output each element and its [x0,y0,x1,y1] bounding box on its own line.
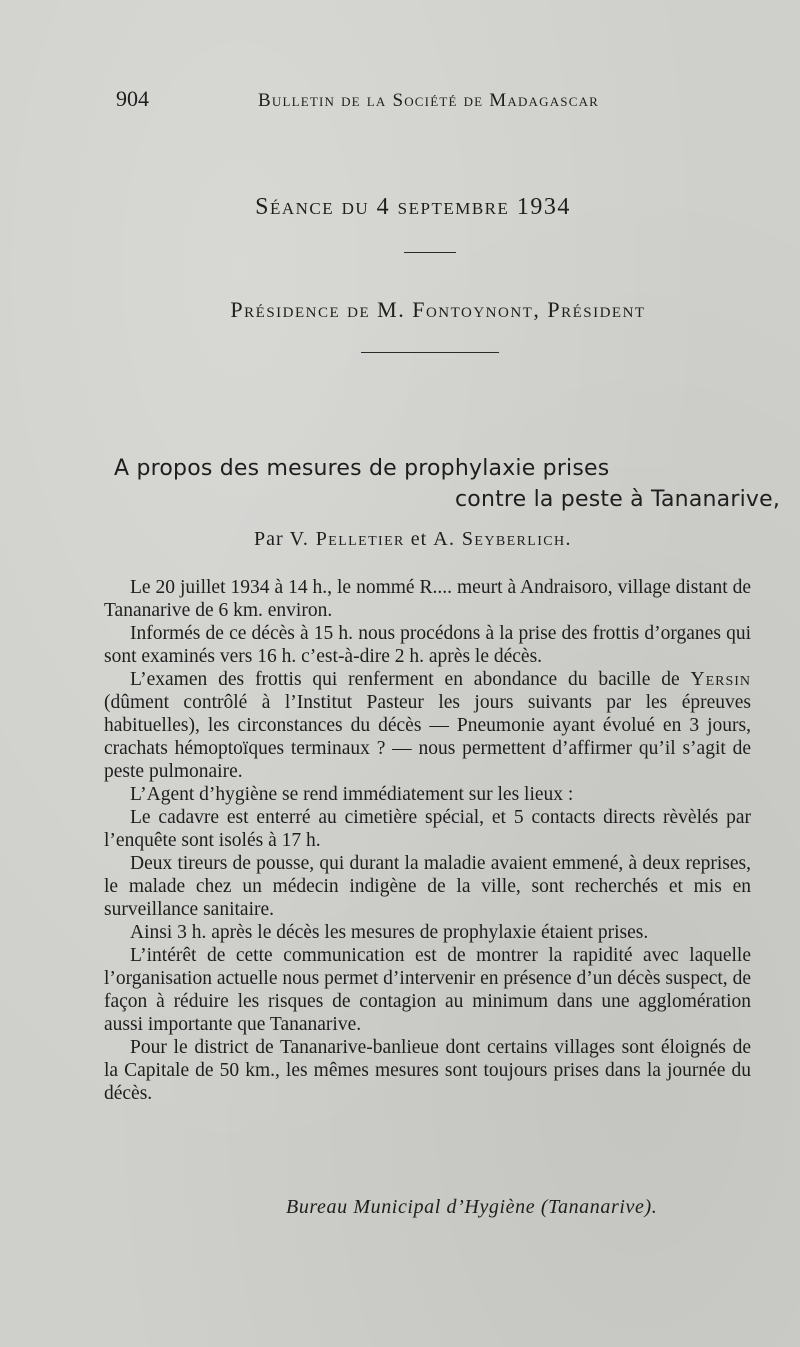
paragraph: Le 20 juillet 1934 à 14 h., le nommé R.... meurt à Andraisoro, village distant de Tananarive de 6 km. environ. [104,577,751,621]
paragraph: Ainsi 3 h. après le décès les mesures de prophylaxie étaient prises. [130,922,649,943]
paragraph-text: L’examen des frottis qui renferment en abondance du bacille de [130,669,680,690]
article-body [104,576,751,1105]
session-title: Séance du 4 septembre 1934 [255,194,571,220]
page-number: 904 [116,86,149,111]
byline-and: et [410,528,428,550]
article-title-line-1: A propos des mesures de prophylaxie prises [114,456,610,481]
running-head: Bulletin de la Société de Madagascar [258,90,600,111]
paragraph: Le cadavre est enterré au cimetière spécial, et 5 contacts directs rèvèlés par l’enquête sont isolés à 17 h. [104,807,751,851]
name-smallcaps: Yersin [690,669,752,690]
section-divider [404,252,456,253]
byline-prefix: Par [254,528,284,550]
paragraph-text: (dûment contrôlé à l’Institut Pasteur les jours suivants par les épreuves habituelles), les circonstances du décès — Pneumonie ayant évolué en 3 jours, crachats hémoptoïques terminaux ? — nous permettent d’affirmer qu’il s’agit de peste pulmonaire. [104,692,751,782]
paragraph: Pour le district de Tananarive-banlieue dont certains villages sont éloignés de la Capitale de 50 km., les mêmes mesures sont toujours prises dans la journée du décès. [104,1037,751,1104]
byline [254,528,572,551]
paragraph [104,668,751,783]
section-divider [361,352,499,353]
author-2: A. Seyberlich. [433,528,572,550]
author-1: V. Pelletier [289,528,405,550]
article-title-line-2: contre la peste à Tananarive, [455,487,781,512]
signature: Bureau Municipal d’Hygiène (Tananarive). [286,1196,658,1218]
paragraph: Informés de ce décès à 15 h. nous procédons à la prise des frottis d’organes qui sont examinés vers 16 h. c’est-à-dire 2 h. après le décès. [104,623,751,667]
paragraph: L’Agent d’hygiène se rend immédiatement sur les lieux : [130,784,574,805]
paragraph: L’intérêt de cette communication est de montrer la rapidité avec laquelle l’organisation actuelle nous permet d’intervenir en présence d’un décès suspect, de façon à réduire les risques de contagion au minimum dans une agglomération aussi importante que Tananarive. [104,945,751,1035]
presidency-line: Présidence de M. Fontoynont, Président [230,297,646,322]
paragraph: Deux tireurs de pousse, qui durant la maladie avaient emmené, à deux reprises, le malade chez un médecin indigène de la ville, sont recherchés et mis en surveillance sanitaire. [104,853,751,920]
